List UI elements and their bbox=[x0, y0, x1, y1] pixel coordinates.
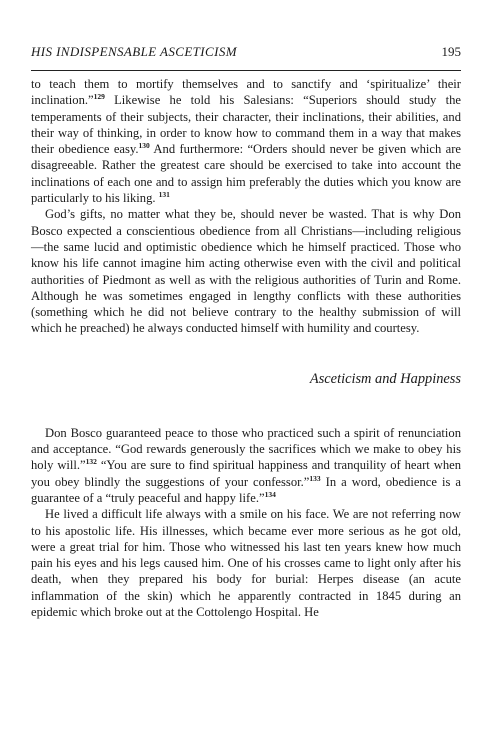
paragraph bbox=[31, 506, 461, 620]
footnote-reference: 133 bbox=[309, 473, 321, 483]
book-page bbox=[31, 44, 461, 620]
paragraph bbox=[31, 76, 461, 206]
page-number: 195 bbox=[441, 44, 461, 59]
paragraph bbox=[31, 425, 461, 506]
header-rule bbox=[31, 70, 461, 71]
paragraph-text: God’s gifts, no matter what they be, should never be wasted. That is why Don Bosco expected a conscientious obedience from all Christians—including religious—the same lucid and optimistic obedience which he himself practiced. Those who know his life cannot imagine him acting otherwise even with the civil and political authorities of Piedmont as well as with the religious authorities of Turin and Rome. Although he was sometimes engaged in lengthy conflicts with these authorities (something which he did not believe contrary to the healthy submission of will which he preached) he always conducted himself with humility and courtesy. bbox=[31, 207, 461, 336]
footnote-reference: 134 bbox=[264, 489, 276, 499]
running-head bbox=[31, 44, 461, 60]
footnote-reference: 131 bbox=[158, 190, 170, 200]
paragraph-text: to teach them to mortify themselves and to sanctify and ‘spiritualize’ their inclination.” bbox=[31, 77, 461, 108]
footnote-reference: 129 bbox=[93, 92, 105, 102]
body-text-before-heading bbox=[31, 76, 461, 337]
paragraph-text: Likewise he told his Salesians: “Superiors should study the temperaments of their subjects, their character, their inclinations, their abilities, and their way of thinking, in order to know how to command them in a way that makes their obedience easy. bbox=[31, 93, 461, 157]
body-text-after-heading bbox=[31, 425, 461, 621]
footnote-reference: 130 bbox=[138, 141, 150, 151]
running-title: HIS INDISPENSABLE ASCETICISM bbox=[31, 44, 237, 59]
paragraph-text: And furthermore: “Orders should never be given which are disagreeable. Rather the greatest care should be exercised to take into account the inclinations of each one and to assign him preferably the duties which you know are particularly to his liking. bbox=[31, 142, 461, 206]
paragraph-text: “You are sure to find spiritual happiness and tranquility of heart when you obey blindly the suggestions of your confessor.” bbox=[31, 458, 462, 489]
paragraph-text: Don Bosco guaranteed peace to those who practiced such a spirit of renunciation and acceptance. “God rewards generously the sacrifices which we make to obey his holy will.” bbox=[31, 425, 461, 473]
footnote-reference: 132 bbox=[85, 457, 97, 467]
paragraph-text: He lived a difficult life always with a smile on his face. We are not referring now to his apostolic life. His illnesses, which became ever more serious as he got old, were a great trial for him. Those who witnessed his last ten years knew how much pain his eyes and his legs caused him. One of his crosses came to light only after his death, when they prepared his body for burial: Herpes disease (an acute inflammation of the skin) which he apparently contracted in 1845 during an epidemic which broke out at the Cottolengo Hospital. He bbox=[31, 507, 461, 620]
section-heading: Asceticism and Happiness bbox=[309, 370, 461, 387]
paragraph-text: In a word, obedience is a guarantee of a “truly peaceful and happy life.” bbox=[31, 474, 461, 505]
paragraph bbox=[31, 206, 461, 336]
